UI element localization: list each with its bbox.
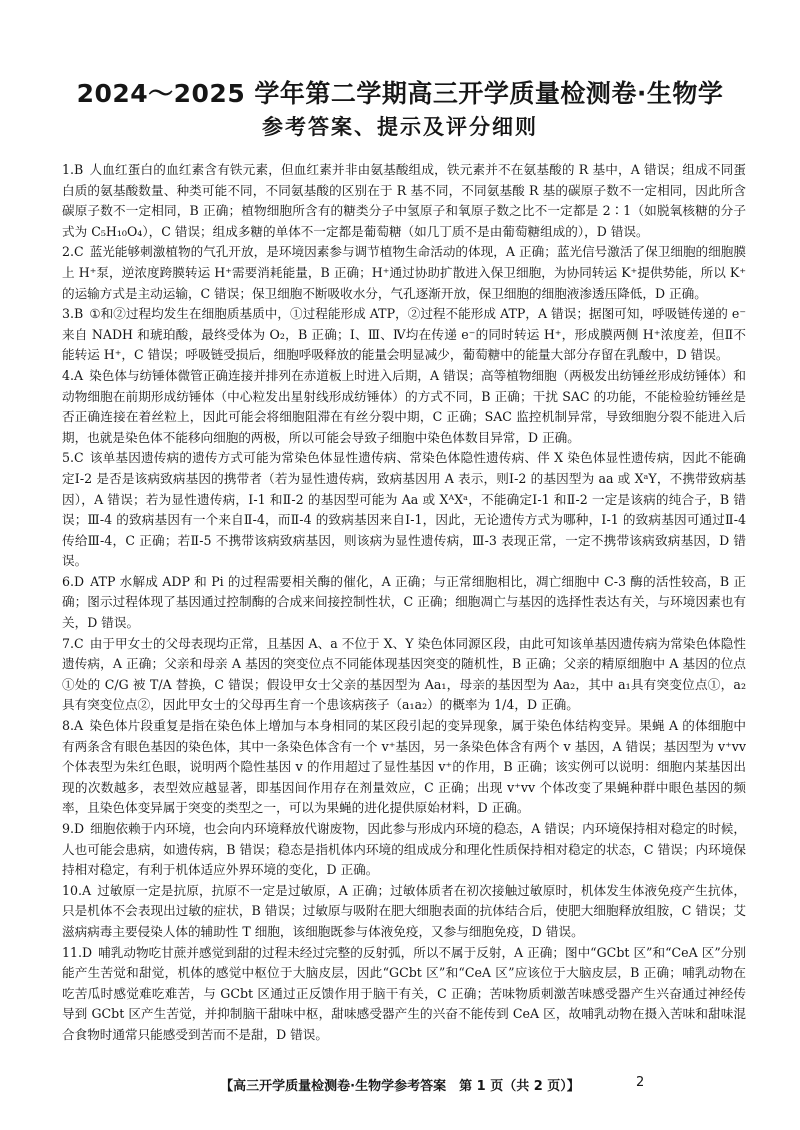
answer-item — [62, 160, 746, 242]
answer-item — [62, 881, 746, 943]
answer-paragraph — [62, 160, 746, 242]
answer-explanation: 染色体与纺锤体微管正确连接并排列在赤道板上时进入后期，A 错误；高等植物细胞（两极发出纺锤丝形成纺锤体）和动物细胞在前期形成纺锤体（中心粒发出星射线形成纺锤体）的方式不同，B 正确；干扰 SAC 的功能，不能检验纺锤丝是否正确连接在着丝粒上，因此可能会将细胞阻滞在有丝分裂中期，C 正确；SAC 监控机制异常，导致细胞分裂不能进入后期，也就是染色体不能移向细胞的两极，所以可能会导致子细胞中染色体数目异常，D 正确。 — [62, 367, 746, 445]
document-title: 2024～2025 学年第二学期高三开学质量检测卷·生物学 — [76, 79, 724, 108]
answer-item — [62, 304, 746, 366]
answer-list — [62, 160, 746, 1046]
answer-choice: D — [74, 821, 85, 836]
answer-number: 6. — [62, 573, 75, 589]
answer-number: 8. — [62, 718, 75, 734]
answer-explanation: 蓝光能够刺激植物的气孔开放，是环境因素参与调节植物生命活动的体现，A 正确；蓝光信号激活了保卫细胞的细胞膜上 H⁺泵，逆浓度跨膜转运 H⁺需要消耗能量，B 正确；H⁺通过协助扩散进入保卫细胞，为协同转运 K⁺提供势能，所以 K⁺的运输方式是主动运输，C 错误；保卫细胞不断吸收水分，气孔逐渐开放，保卫细胞的细胞液渗透压降低，D 正确。 — [62, 244, 746, 301]
answer-choice: D — [74, 573, 85, 589]
answer-choice: A — [74, 367, 84, 383]
answer-number: 4. — [62, 367, 75, 383]
answer-choice: A — [82, 882, 92, 898]
answer-number: 2. — [62, 244, 75, 260]
answer-paragraph — [62, 366, 746, 448]
page-mark: 2 — [636, 1075, 645, 1090]
answer-paragraph — [62, 634, 746, 716]
answer-number: 7. — [62, 635, 75, 651]
page-footer: 【高三开学质量检测卷·生物学参考答案 第 1 页（共 2 页）】 — [220, 1079, 580, 1094]
answer-number: 3. — [62, 306, 75, 322]
answer-explanation: 过敏原一定是抗原，抗原不一定是过敏原，A 正确；过敏体质者在初次接触过敏原时，机体发生体液免疫产生抗体，只是机体不会表现出过敏的症状，B 错误；过敏原与吸附在肥大细胞表面的抗体结合后，使肥大细胞释放组胺，C 错误；艾滋病病毒主要侵染人体的辅助性 T 细胞，该细胞既参与体液免疫，又参与细胞免疫，D 错误。 — [62, 882, 746, 939]
answer-paragraph — [62, 448, 746, 572]
answer-explanation: 该单基因遗传病的遗传方式可能为常染色体显性遗传病、常染色体隐性遗传病、伴 X 染色体显性遗传病，因此不能确定Ⅰ-2 是否是该病致病基因的携带者（若为显性遗传病，致病基因用 A 表示，则Ⅰ-2 的基因型为 aa 或 XᵃY，不携带致病基因），A 错误；若为显性遗传病，Ⅰ-1 和Ⅱ-2 的基因型可能为 Aa 或 XᴬXᵃ，不能确定Ⅰ-1 和Ⅱ-2 一定是该病的纯合子，B 错误；Ⅲ-4 的致病基因有一个来自Ⅱ-4，而Ⅱ-4 的致病基因来自Ⅰ-1，因此，无论遗传方式为哪种，Ⅰ-1 的致病基因可通过Ⅱ-4 传给Ⅲ-4，C 正确；若Ⅱ-5 不携带该病致病基因，则该病为显性遗传病，Ⅲ-3 表现正常，一定不携带该病致病基因，D 错误。 — [62, 450, 746, 569]
answer-choice: D — [82, 944, 93, 960]
answer-item — [62, 943, 746, 1046]
answer-choice: A — [74, 718, 84, 734]
answer-item — [62, 634, 746, 716]
answer-item — [62, 366, 746, 448]
answer-choice: C — [74, 635, 84, 651]
answer-choice: C — [74, 244, 84, 260]
answer-explanation: 哺乳动物吃甘蔗并感觉到甜的过程未经过完整的反射弧，所以不属于反射，A 正确；图中“GCbt 区”和“CeA 区”分别能产生苦觉和甜觉，机体的感觉中枢位于大脑皮层，因此“GCbt 区”和“CeA 区”应该位于大脑皮层，B 正确；哺乳动物在吃苦瓜时感觉难吃难苦，与 GCbt 区通过正反馈作用于脑干有关，C 正确；苦味物质刺激苦味感受器产生兴奋通过神经传导到 GCbt 区产生苦觉，并抑制脑干甜味中枢，甜味感受器产生的兴奋不能传到 CeA 区，故哺乳动物在摄入苦味和甜味混合食物时通常只能感受到苦而不是甜，D 错误。 — [62, 944, 746, 1042]
answer-choice: C — [74, 450, 84, 466]
answer-paragraph — [62, 943, 746, 1046]
answer-paragraph — [62, 819, 746, 881]
answer-number: 1. — [62, 162, 75, 177]
answer-explanation: 染色体片段重复是指在染色体上增加与本身相同的某区段引起的变异现象，属于染色体结构变异。果蝇 A 的体细胞中有两条含有眼色基因的染色体，其中一条染色体含有一个 v⁺基因，另一条染色体含有两个 v 基因，A 错误；基因型为 v⁺vv 个体表型为朱红色眼，说明两个隐性基因 v 的作用超过了显性基因 v⁺的作用，B 正确；该实例可以说明：细胞内某基因出现的次数越多，表型效应越显著，即基因间作用存在剂量效应，C 正确；出现 v⁺vv 个体改变了果蝇种群中眼色基因的频率，且染色体变异属于突变的类型之一，可以为果蝇的进化提供原始材料，D 正确。 — [62, 718, 746, 816]
answer-explanation: ATP 水解成 ADP 和 Pi 的过程需要相关酶的催化，A 正确；与正常细胞相比，凋亡细胞中 C-3 酶的活性较高，B 正确；图示过程体现了基因通过控制酶的合成来间接控制性状，C 正确；细胞凋亡与基因的选择性表达有关，与环境因素也有关，D 错误。 — [62, 573, 746, 631]
answer-item — [62, 448, 746, 572]
answer-item — [62, 819, 746, 881]
answer-explanation: 人血红蛋白的血红素含有铁元素，但血红素并非由氨基酸组成，铁元素并不在氨基酸的 R 基中，A 错误；组成不同蛋白质的氨基酸数量、种类可能不同，不同氨基酸的区别在于 R 基不同，不同氨基酸 R 基的碳原子数不一定相同，因此所含碳原子数不一定相同，B 正确；植物细胞所含有的糖类分子中氢原子和氧原子数之比不一定都是 2∶1（如脱氧核糖的分子式为 C₅H₁₀O₄），C 错误；组成多糖的单体不一定都是葡萄糖（如几丁质不是由葡萄糖组成的），D 错误。 — [62, 162, 746, 239]
answer-paragraph — [62, 304, 746, 366]
answer-number: 9. — [62, 821, 75, 836]
document-subtitle: 参考答案、提示及评分细则 — [262, 115, 538, 139]
answer-choice: B — [74, 162, 84, 177]
answer-item — [62, 242, 746, 304]
answer-paragraph — [62, 572, 746, 634]
answer-item — [62, 716, 746, 819]
answer-paragraph — [62, 242, 746, 304]
answer-number: 5. — [62, 450, 75, 466]
answer-item — [62, 572, 746, 634]
answer-number: 11. — [62, 944, 83, 960]
answer-paragraph — [62, 881, 746, 943]
answer-choice: B — [74, 306, 84, 322]
answer-explanation: 由于甲女士的父母表现均正常，且基因 A、a 不位于 X、Y 染色体同源区段，由此可知该单基因遗传病为常染色体隐性遗传病，A 正确；父亲和母亲 A 基因的突变位点不同能体现基因突变的随机性，B 正确；父亲的精原细胞中 A 基因的位点①处的 C/G 被 T/A 替换，C 错误；假设甲女士父亲的基因型为 Aa₁，母亲的基因型为 Aa₂，其中 a₁具有突变位点①，a₂具有突变位点②，因此甲女士的父母再生育一个患该病孩子（a₁a₂）的概率为 1/4，D 正确。 — [62, 635, 746, 713]
answer-explanation: 细胞依赖于内环境，也会向内环境释放代谢废物，因此参与形成内环境的稳态，A 错误；内环境保持相对稳定的时候，人也可能会患病，如遗传病，B 错误；稳态是指机体内环境的组成成分和理化性质保持相对稳定的状态，C 错误；内环境保持相对稳定，有利于机体适应外界环境的变化，D 正确。 — [62, 821, 746, 878]
answer-explanation: ①和②过程均发生在细胞质基质中，①过程能形成 ATP，②过程不能形成 ATP，A 错误；据图可知，呼吸链传递的 e⁻来自 NADH 和琥珀酸，最终受体为 O₂，B 正确；Ⅰ、Ⅲ、Ⅳ均在传递 e⁻的同时转运 H⁺，形成膜两侧 H⁺浓度差，但Ⅱ不能转运 H⁺，C 错误；呼吸链受损后，细胞呼吸释放的能量会明显减少，葡萄糖中的能量大部分存留在乳酸中，D 错误。 — [62, 306, 746, 363]
answer-number: 10. — [62, 882, 83, 898]
answer-paragraph — [62, 716, 746, 819]
